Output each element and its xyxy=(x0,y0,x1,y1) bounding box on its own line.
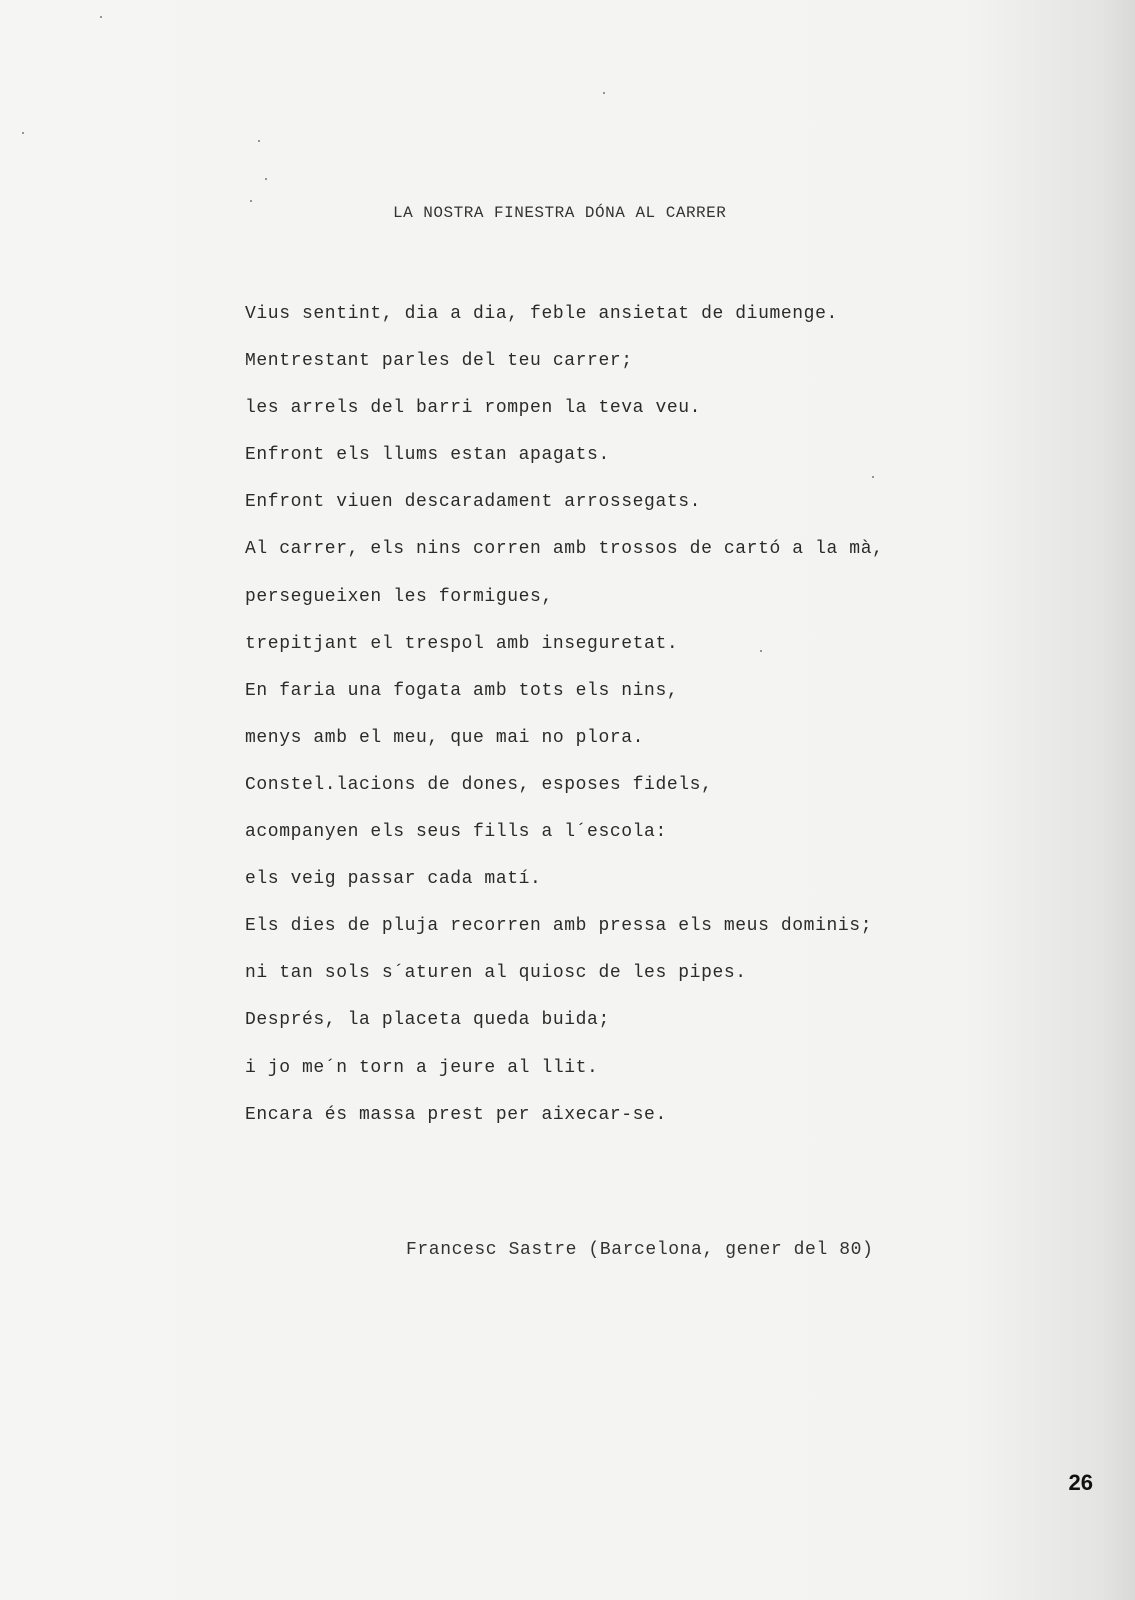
paper-speck xyxy=(100,16,102,18)
poem-line: Encara és massa prest per aixecar-se. xyxy=(245,1104,667,1125)
page-number: 26 xyxy=(1068,1470,1093,1495)
poem-line: i jo me´n torn a jeure al llit. xyxy=(245,1057,599,1078)
poem-line: Els dies de pluja recorren amb pressa els meus dominis; xyxy=(245,916,873,937)
poem-line: Enfront els llums estan apagats. xyxy=(245,445,610,466)
paper-speck xyxy=(265,178,267,180)
paper-speck xyxy=(22,132,24,134)
poem-line: menys amb el meu, que mai no plora. xyxy=(245,727,645,748)
author-signature: Francesc Sastre (Barcelona, gener del 80) xyxy=(406,1240,874,1260)
poem-line: persegueixen les formigues, xyxy=(245,586,553,607)
poem-body xyxy=(245,302,884,1150)
poem-title: LA NOSTRA FINESTRA DÓNA AL CARRER xyxy=(393,204,727,222)
poem-line: Després, la placeta queda buida; xyxy=(245,1010,610,1031)
poem-line: Enfront viuen descaradament arrossegats. xyxy=(245,492,702,513)
poem-line: Constel.lacions de dones, esposes fidels, xyxy=(245,774,713,795)
poem-line: trepitjant el trespol amb inseguretat. xyxy=(245,633,679,654)
poem-line: Mentrestant parles del teu carrer; xyxy=(245,351,633,372)
poem-line: Vius sentint, dia a dia, feble ansietat de diumenge. xyxy=(245,304,838,324)
poem-line: En faria una fogata amb tots els nins, xyxy=(245,680,679,701)
paper-speck xyxy=(603,92,605,94)
paper-speck xyxy=(258,140,260,142)
paper-speck xyxy=(250,200,252,202)
poem-line: els veig passar cada matí. xyxy=(245,869,542,890)
poem-line: les arrels del barri rompen la teva veu. xyxy=(245,398,702,419)
poem-line: ni tan sols s´aturen al quiosc de les pipes. xyxy=(245,963,747,984)
poem-line: acompanyen els seus fills a l´escola: xyxy=(245,822,667,843)
poem-line: Al carrer, els nins corren amb trossos de cartó a la mà, xyxy=(245,539,884,560)
